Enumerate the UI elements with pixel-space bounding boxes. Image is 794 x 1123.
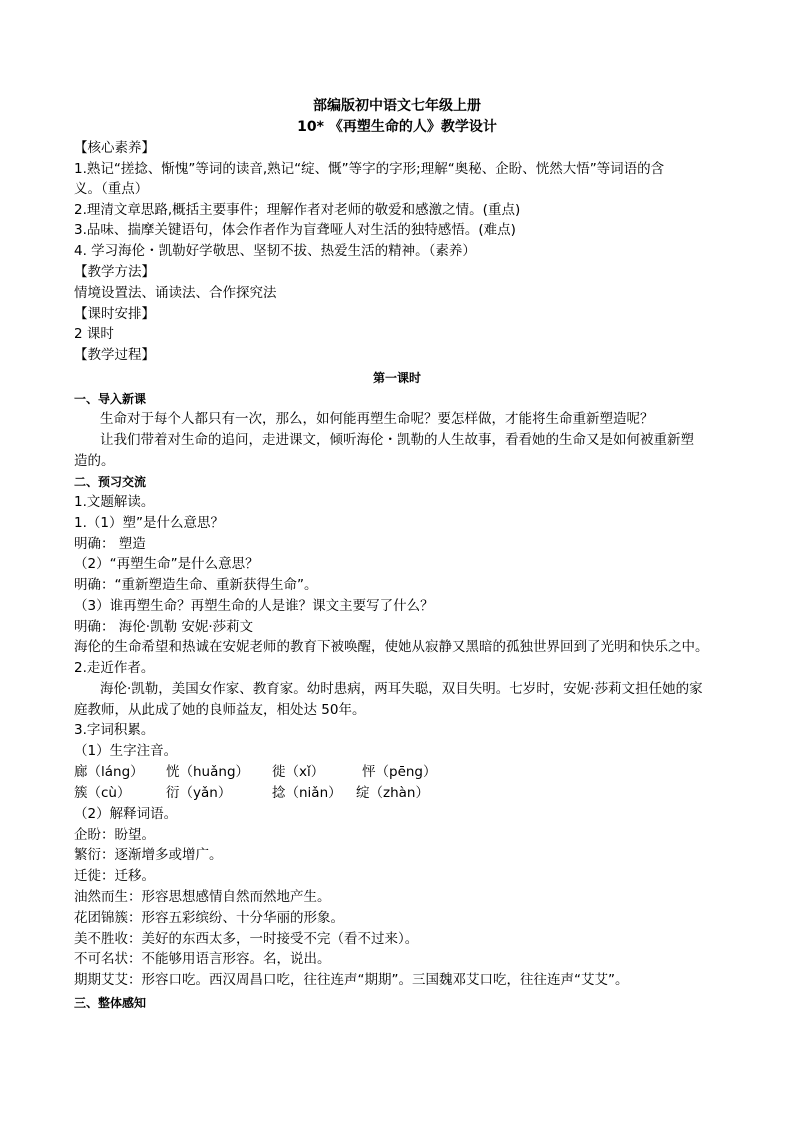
vocab-heading: 3.字词积累。	[74, 722, 155, 738]
author-text: 海伦·凯勒，美国女作家、教育家。幼时患病，两耳失聪，双目失明。七岁时，安妮·莎莉文担任她的家	[100, 681, 703, 697]
intro-paragraph-2: 让我们带着对生命的追问，走进课文，倾听海伦・凯勒的人生故事，看看她的生命又是如何被重新塑	[100, 432, 694, 448]
author-text-cont: 庭教师，从此成了她的良师益友，相处达 50年。	[74, 702, 366, 718]
pronunciation-item: 捻（niǎn）	[272, 785, 342, 801]
method-text: 情境设置法、诵读法、合作探究法	[74, 285, 277, 301]
pronunciation-item: 衍（yǎn）	[166, 785, 232, 801]
explain-heading: （2）解释词语。	[74, 806, 178, 822]
intro-paragraph-1: 生命对于每个人都只有一次，那么，如何能再塑生命呢？要怎样做，才能将生命重新塑造呢？	[100, 411, 654, 427]
schedule-text: 2 课时	[74, 326, 114, 342]
pronunciation-item: 簇（cù）	[74, 785, 131, 801]
lesson-one-title: 第一课时	[372, 371, 421, 385]
question-1: 1.（1）塑”是什么意思？	[74, 515, 224, 531]
word-definition: 油然而生：形容思想感情自然而然地产生。	[74, 889, 331, 905]
core-item-1-cont: 义。（重点）	[74, 181, 149, 197]
answer-3-text: 海伦的生命希望和热诚在安妮老师的教育下被唤醒，使她从寂静又黑暗的孤独世界回到了光明和快乐之中。	[74, 639, 709, 655]
pronunciation-item: 恍（huǎng）	[166, 764, 250, 780]
word-definition: 企盼：盼望。	[74, 827, 155, 843]
question-3: （3）谁再塑生命？再塑生命的人是谁？课文主要写了什么？	[74, 598, 434, 614]
section-2-heading: 二、预习交流	[74, 475, 147, 489]
word-definition: 期期艾艾：形容口吃。西汉周昌口吃，往往连声“期期”。三国魏邓艾口吃，往往连声“艾艾”。	[74, 972, 629, 988]
core-heading: 【核心素养】	[74, 140, 155, 156]
word-definition: 美不胜收：美好的东西太多，一时接受不完（看不过来）。	[74, 931, 419, 947]
core-item-4: 4. 学习海伦・凯勒好学敬思、坚韧不拔、热爱生活的精神。（素养）	[74, 243, 476, 259]
pronunciation-item: 徙（xǐ）	[272, 764, 325, 780]
word-definition: 花团锦簇：形容五彩缤纷、十分华丽的形象。	[74, 910, 344, 926]
schedule-heading: 【课时安排】	[74, 306, 155, 322]
pronunciation-item: 廊（láng）	[74, 764, 144, 780]
word-definition: 繁衍：逐渐增多或增广。	[74, 847, 223, 863]
pronunciation-heading: （1）生字注音。	[74, 743, 178, 759]
core-item-3: 3.品味、揣摩关键语句，体会作者作为盲聋哑人对生活的独特感悟。(难点)	[74, 222, 516, 238]
pronunciation-item: 绽（zhàn）	[356, 785, 429, 801]
word-definition: 不可名状：不能够用语言形容。名，说出。	[74, 951, 331, 967]
core-item-2: 2.理清文章思路,概括主要事件；理解作者对老师的敬爱和感激之情。(重点)	[74, 202, 521, 218]
answer-2: 明确：“重新塑造生命、重新获得生命”。	[74, 577, 318, 593]
section-1-heading: 一、导入新课	[74, 392, 147, 406]
answer-3: 明确： 海伦·凯勒 安妮·莎莉文	[74, 619, 254, 635]
pronunciation-item: 怦（pēng）	[362, 764, 437, 780]
author-heading: 2.走近作者。	[74, 660, 155, 676]
document-subtitle: 10* 《再塑生命的人》教学设计	[297, 119, 497, 135]
title-interpretation: 1.文题解读。	[74, 494, 155, 510]
word-definition: 迁徙：迁移。	[74, 868, 155, 884]
method-heading: 【教学方法】	[74, 264, 155, 280]
process-heading: 【教学过程】	[74, 347, 155, 363]
core-item-1: 1.熟记“搓捻、惭愧”等词的读音,熟记“绽、慨”等字的字形;理解“奥秘、企盼、恍然大悟”等词语的含	[74, 161, 665, 177]
intro-paragraph-2-cont: 造的。	[74, 453, 115, 469]
answer-1: 明确： 塑造	[74, 536, 146, 552]
section-3-heading: 三、整体感知	[74, 996, 147, 1010]
question-2: （2）“再塑生命”是什么意思？	[74, 556, 259, 572]
document-title: 部编版初中语文七年级上册	[313, 98, 481, 114]
